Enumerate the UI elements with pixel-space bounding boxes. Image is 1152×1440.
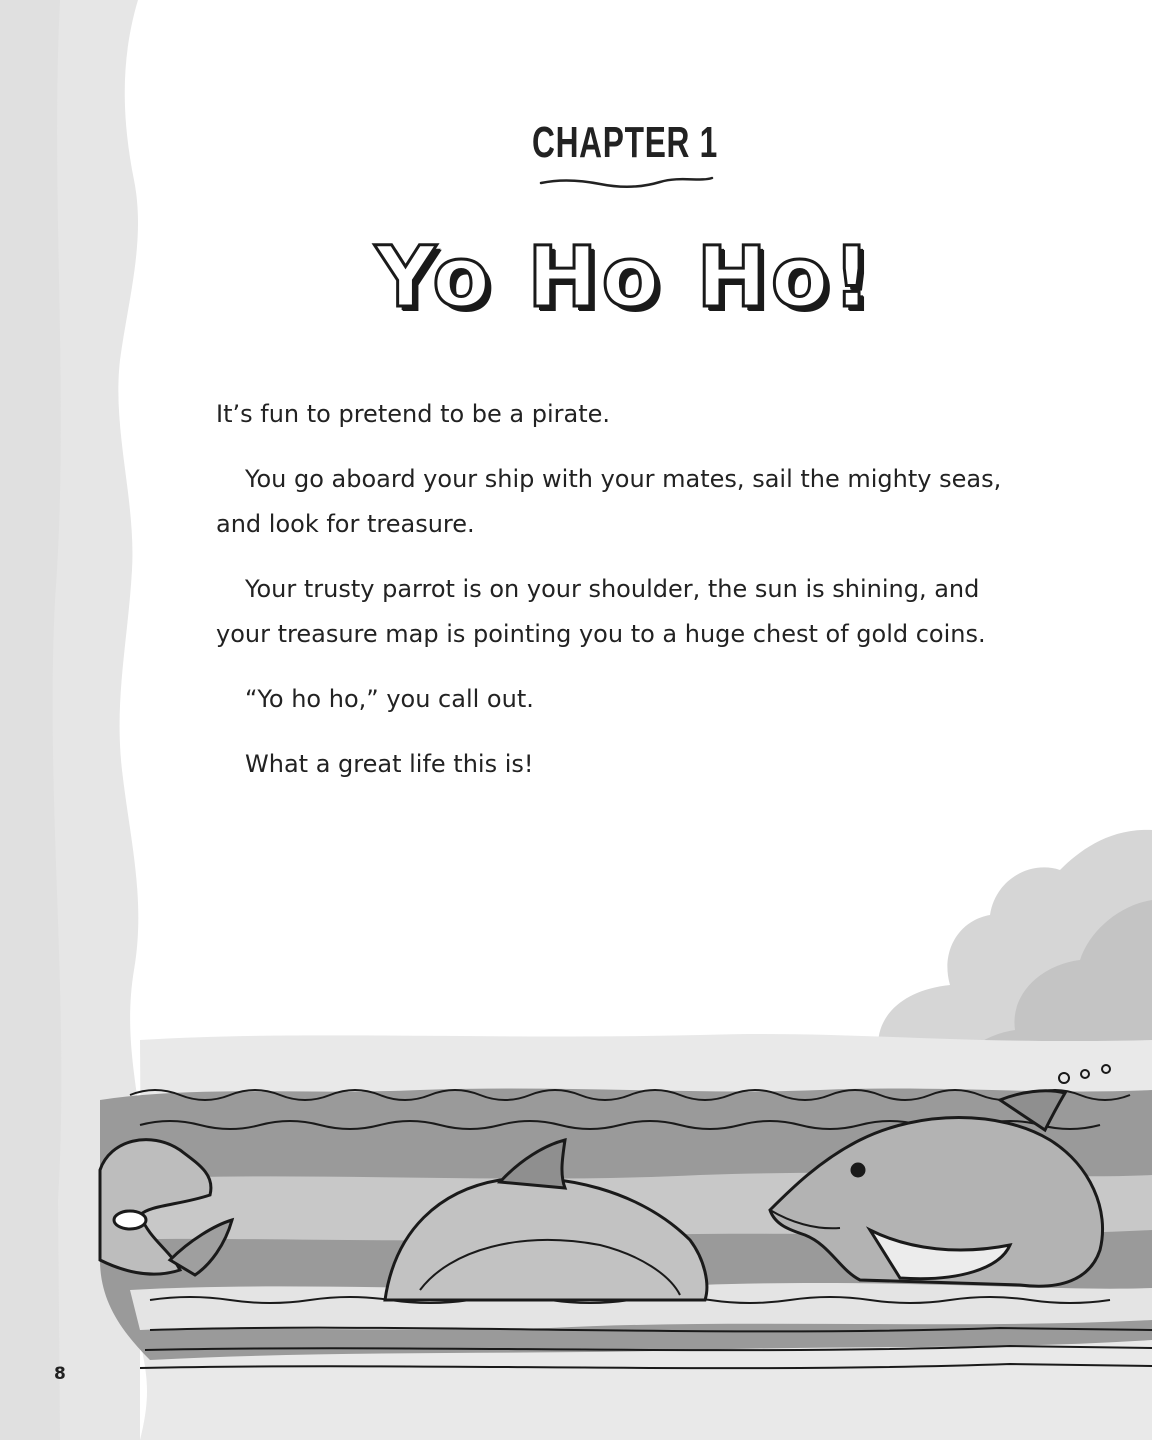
paragraph: You go aboard your ship with your mates, sail the mighty seas, and look for treasure. (216, 465, 1002, 538)
left-wash-shade (0, 0, 61, 1440)
paragraph: What a great life this is! (245, 750, 534, 778)
paragraph: Your trusty parrot is on your shoulder, the sun is shining, and your treasure map is pointing you to a huge chest of gold coins. (216, 575, 986, 648)
chapter-title: Yo Ho Ho! (375, 228, 875, 326)
paragraph: “Yo ho ho,” you call out. (245, 685, 534, 713)
body-text (216, 392, 1036, 807)
chapter-underline-squiggle (541, 178, 712, 187)
paragraph: It’s fun to pretend to be a pirate. (216, 400, 611, 428)
chapter-label: CHAPTER 1 (531, 118, 719, 167)
page-number: 8 (54, 1364, 66, 1384)
